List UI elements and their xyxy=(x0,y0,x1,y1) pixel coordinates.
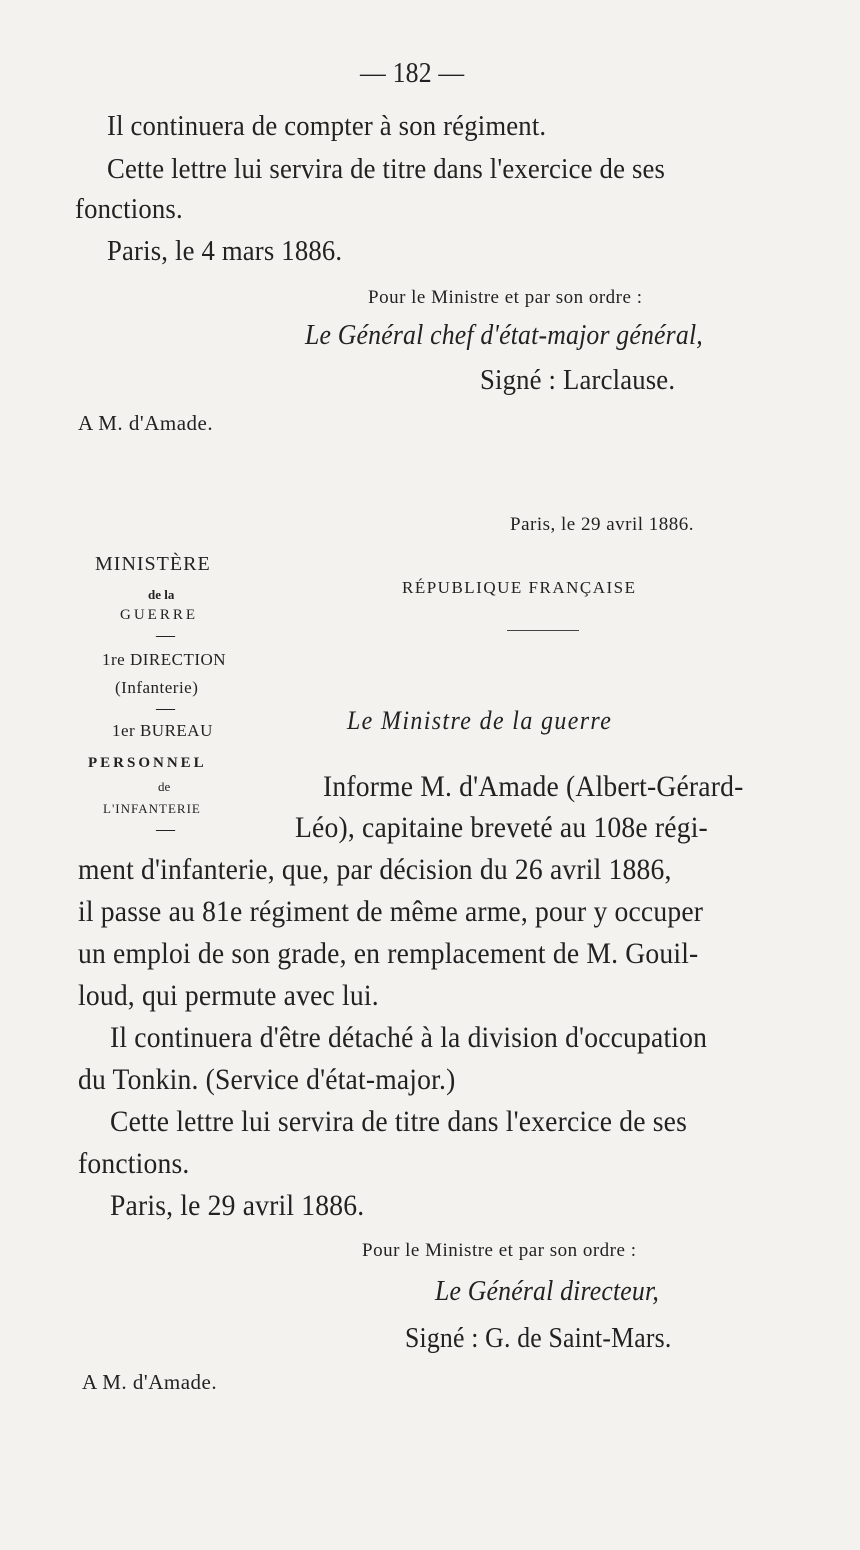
letter1-signature: Signé : Larclause. xyxy=(480,364,676,396)
margin-guerre: GUERRE xyxy=(120,607,198,623)
margin-linfanterie: L'INFANTERIE xyxy=(103,801,201,816)
letter2-addressee: A M. d'Amade. xyxy=(82,1370,218,1394)
letter2-date: Paris, le 29 avril 1886. xyxy=(110,1189,365,1222)
republic-heading: RÉPUBLIQUE FRANÇAISE xyxy=(402,578,637,597)
margin-personnel: PERSONNEL xyxy=(88,755,207,771)
letter2-line-4: il passe au 81e régiment de même arme, pour y occuper xyxy=(78,895,704,928)
page-number: — 182 — xyxy=(360,58,465,89)
letter2-line-5: un emploi de son grade, en remplacement de M. Gouil- xyxy=(78,937,699,970)
letter2-title: Le Général directeur, xyxy=(435,1276,659,1307)
letter2-line-6: loud, qui permute avec lui. xyxy=(78,979,379,1012)
margin-ministry: MINISTÈRE xyxy=(95,553,211,575)
letter2-line-7: Il continuera d'être détaché à la division d'occupation xyxy=(110,1021,708,1054)
margin-du: de xyxy=(158,779,171,794)
letter1-addressee: A M. d'Amade. xyxy=(78,411,214,435)
letter1-title: Le Général chef d'état-major général, xyxy=(305,320,703,351)
letter2-signature: Signé : G. de Saint-Mars. xyxy=(405,1323,672,1354)
letter2-line-9: Cette lettre lui servira de titre dans l'exercice de ses xyxy=(110,1105,687,1138)
republic-rule xyxy=(507,630,579,631)
letter1-order: Pour le Ministre et par son ordre : xyxy=(368,287,643,308)
margin-direction: 1re DIRECTION xyxy=(102,650,227,669)
letter1-line-2: Cette lettre lui servira de titre dans l'exercice de ses xyxy=(107,153,666,185)
letter2-line-2: Léo), capitaine breveté au 108e régi- xyxy=(295,811,708,844)
letter2-date-header: Paris, le 29 avril 1886. xyxy=(510,514,695,535)
margin-dash-3: — xyxy=(156,819,176,840)
margin-infanterie: (Infanterie) xyxy=(115,678,199,697)
margin-dash-2: — xyxy=(156,698,176,719)
letter2-line-8: du Tonkin. (Service d'état-major.) xyxy=(78,1063,456,1096)
letter2-line-1: Informe M. d'Amade (Albert-Gérard- xyxy=(323,770,744,803)
letter2-line-3: ment d'infanterie, que, par décision du 26 avril 1886, xyxy=(78,853,672,886)
letter1-line-1: Il continuera de compter à son régiment. xyxy=(107,110,547,142)
margin-de-la: de la xyxy=(148,587,175,602)
letter2-line-10: fonctions. xyxy=(78,1147,190,1180)
letter1-line-3: fonctions. xyxy=(75,193,183,225)
minister-heading: Le Ministre de la guerre xyxy=(347,706,613,735)
margin-bureau: 1er BUREAU xyxy=(112,721,213,740)
letter2-order: Pour le Ministre et par son ordre : xyxy=(362,1240,637,1261)
letter1-date: Paris, le 4 mars 1886. xyxy=(107,235,343,267)
margin-dash-1: — xyxy=(156,625,176,646)
